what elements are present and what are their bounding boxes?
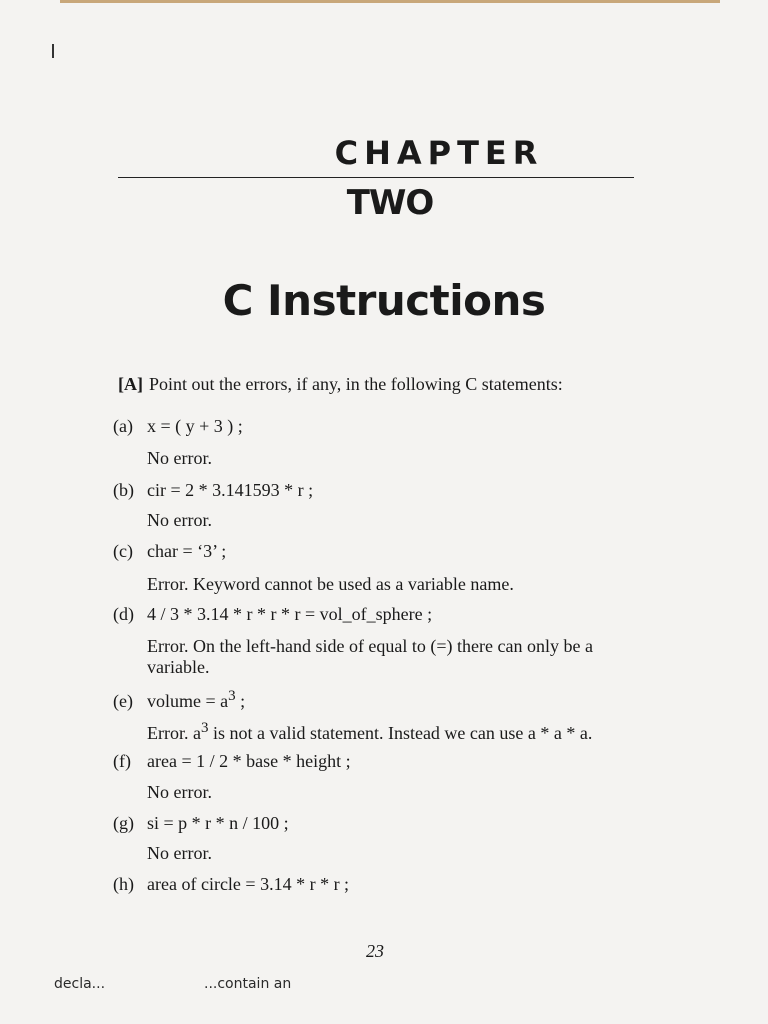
item-label: (b) xyxy=(113,480,134,500)
bottom-text-fragment xyxy=(54,976,354,992)
page-edge xyxy=(60,0,720,3)
item-g-answer: No error. xyxy=(147,843,212,863)
answer-exponent: 3 xyxy=(200,720,209,736)
section-text: Point out the errors, if any, in the following C statements: xyxy=(149,374,563,394)
statement-text: si = p * r * n / 100 ; xyxy=(147,813,289,833)
item-label: (e) xyxy=(113,691,133,711)
item-g-statement xyxy=(113,813,289,834)
item-d-statement xyxy=(113,604,432,625)
answer-text-rest: is not a valid statement. Instead we can use a * a * a. xyxy=(208,723,593,743)
item-f-statement xyxy=(113,751,351,772)
item-label: (c) xyxy=(113,541,133,561)
item-h-statement xyxy=(113,874,349,895)
statement-exponent: 3 xyxy=(228,688,236,704)
item-c-statement xyxy=(113,541,226,562)
item-d-answer: Error. On the left-hand side of equal to (=) there can only be a variable. xyxy=(147,636,593,677)
item-label: (d) xyxy=(113,604,134,624)
item-e-answer xyxy=(147,720,592,744)
statement-text: cir = 2 * 3.141593 * r ; xyxy=(147,480,314,500)
item-label: (f) xyxy=(113,751,131,771)
item-f-answer: No error. xyxy=(147,782,212,802)
chapter-title: C Instructions xyxy=(222,276,546,325)
fragment-left: decla... xyxy=(54,976,106,992)
statement-text: volume = a xyxy=(147,691,229,711)
answer-text: Error. a xyxy=(147,723,201,743)
statement-text: x = ( y + 3 ) ; xyxy=(147,416,243,436)
item-label: (a) xyxy=(113,416,133,436)
fragment-right: ...contain an xyxy=(204,976,292,992)
item-a-statement xyxy=(113,416,243,437)
statement-end: ; xyxy=(235,691,246,711)
statement-text: area of circle = 3.14 * r * r ; xyxy=(147,874,350,894)
statement-text: 4 / 3 * 3.14 * r * r * r = vol_of_sphere ; xyxy=(147,604,433,624)
chapter-label: CHAPTER xyxy=(334,134,544,172)
item-b-statement xyxy=(113,480,313,501)
section-heading xyxy=(118,374,563,395)
section-label: [A] xyxy=(118,374,143,394)
chapter-number: TWO xyxy=(346,183,434,223)
item-e-statement xyxy=(113,688,245,712)
page-number: 23 xyxy=(366,941,384,961)
item-label: (g) xyxy=(113,813,134,833)
statement-text: char = ‘3’ ; xyxy=(147,541,227,561)
item-a-answer: No error. xyxy=(147,448,212,468)
item-b-answer: No error. xyxy=(147,510,212,530)
item-c-answer: Error. Keyword cannot be used as a variable name. xyxy=(147,574,514,594)
statement-text: area = 1 / 2 * base * height ; xyxy=(147,751,351,771)
margin-mark xyxy=(52,44,54,58)
item-label: (h) xyxy=(113,874,134,894)
chapter-rule xyxy=(118,177,634,178)
